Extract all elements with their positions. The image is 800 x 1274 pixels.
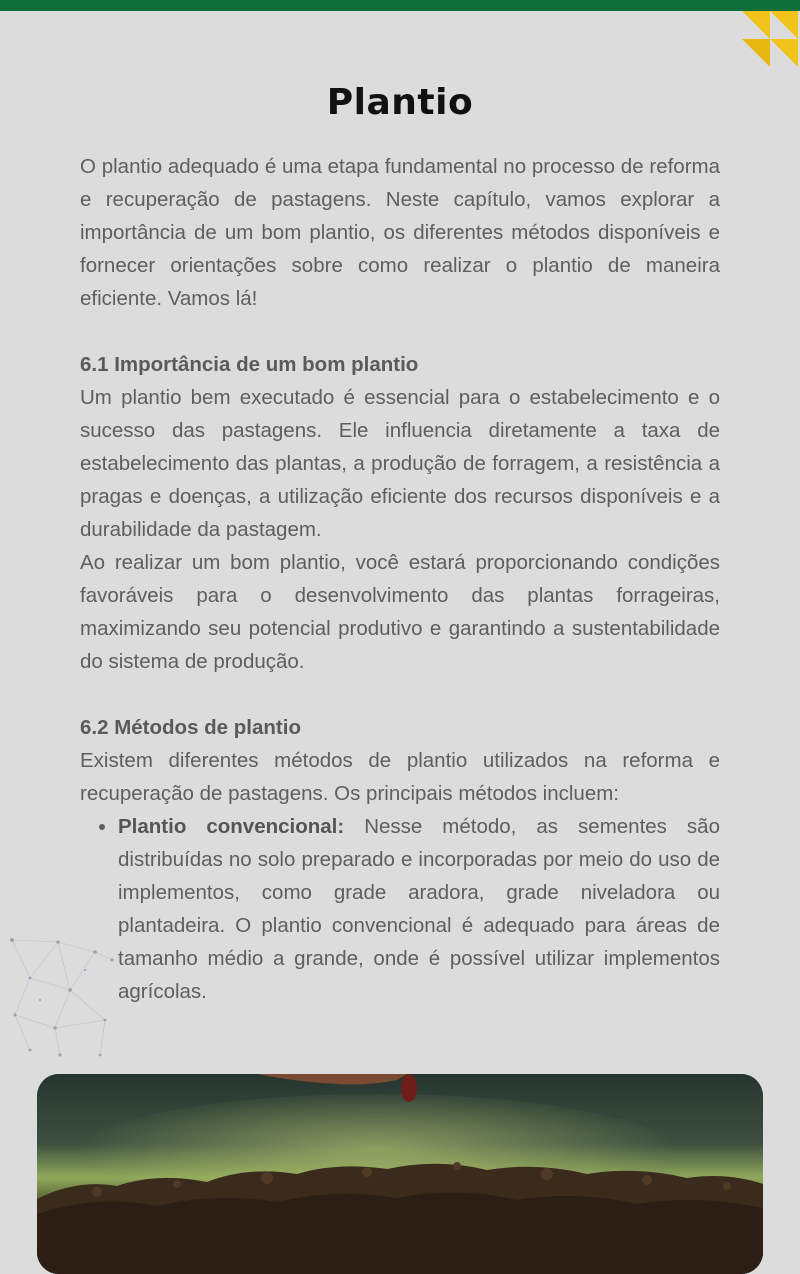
methods-list [80, 810, 720, 1008]
main-content [80, 150, 720, 1008]
section-heading-metodos: 6.2 Métodos de plantio [80, 716, 301, 739]
spacer [80, 678, 720, 711]
intro-paragraph: O plantio adequado é uma etapa fundamental no processo de reforma e recuperação de pastagens. Neste capítulo, vamos explorar a importância de um bom plantio, os diferentes métodos disponíveis e fornecer orientações sobre como realizar o plantio de maneira eficiente. Vamos lá! [80, 155, 720, 310]
section1-paragraph-2: Ao realizar um bom plantio, você estará proporcionando condições favoráveis para o desenvolvimento das plantas forrageiras, maximizando seu potencial produtivo e garantindo a sustentabilidade do sistema de produção. [80, 551, 720, 673]
section2-paragraph: Existem diferentes métodos de plantio utilizados na reforma e recuperação de pastagens. Os principais métodos incluem: [80, 749, 720, 805]
soil-photo-illustration [37, 1074, 763, 1274]
list-item-label: Plantio convencional: [118, 815, 345, 838]
page-title: Plantio [326, 82, 474, 123]
section-heading-importancia: 6.1 Importância de um bom plantio [80, 353, 419, 376]
soil-planting-photo [37, 1074, 763, 1274]
list-item [118, 810, 720, 1008]
section1-paragraph-1: Um plantio bem executado é essencial para o estabelecimento e o sucesso das pastagens. Ele influencia diretamente a taxa de estabelecimento das plantas, a produção de forragem, a resistência a pragas e doenças, a utilização eficiente dos recursos disponíveis e a durabilidade da pastagem. [80, 386, 720, 541]
list-item-text: Nesse método, as sementes são distribuídas no solo preparado e incorporadas por meio do uso de implementos, como grade aradora, grade niveladora ou plantadeira. O plantio convencional é adequado para áreas de tamanho médio a grande, onde é possível utilizar implementos agrícolas. [118, 815, 720, 1003]
spacer [80, 315, 720, 348]
top-green-bar [0, 0, 800, 11]
yellow-triangles-decoration [740, 11, 800, 71]
